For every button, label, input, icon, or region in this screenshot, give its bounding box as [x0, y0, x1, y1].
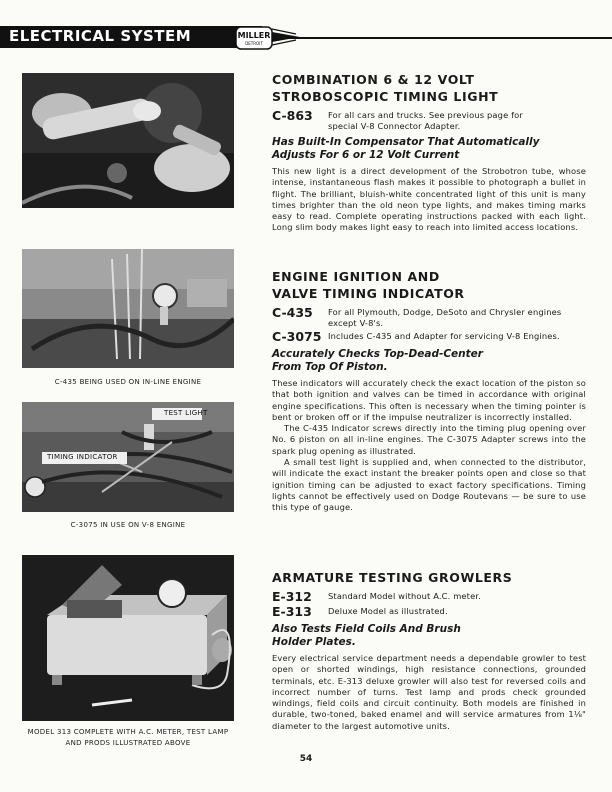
model-desc: For all cars and trucks. See previous page for special V-8 Connector Adapter.	[328, 110, 523, 131]
model-row	[272, 306, 586, 328]
model-row	[272, 605, 586, 618]
model-desc: For all Plymouth, Dodge, DeSoto and Chrysler engines except V-8's.	[328, 307, 562, 328]
photo-c435-inline-engine	[22, 249, 234, 368]
photo-e313-growler	[22, 555, 234, 721]
model-row	[272, 590, 586, 603]
model-row	[272, 330, 586, 343]
section-title: ARMATURE TESTING GROWLERS	[272, 570, 513, 585]
section-title-line1: ENGINE IGNITION AND	[272, 269, 440, 284]
model-row	[272, 109, 586, 131]
label-test-light: TEST LIGHT	[164, 409, 208, 417]
section-title-line2: VALVE TIMING INDICATOR	[272, 286, 465, 301]
photo-timing-light	[22, 73, 234, 208]
model-desc: Deluxe Model as illustrated.	[328, 606, 448, 616]
section-body: These indicators will accurately check the exact location of the piston so that both ignition and valves can be timed in accordance with original engine specifications. This often is necessary when the timing pointer is bent or broken off or if the impulse neutralizer is incorrectly installed.	[272, 378, 586, 422]
section-title-line1: COMBINATION 6 & 12 VOLT	[272, 72, 475, 87]
model-code: E-312	[272, 589, 312, 604]
section-body: Every electrical service department needs a dependable growler to test open or shorted windings, high resistance connections, grounded terminals, etc. E-313 deluxe growler will also test for reversed coils and incorrect number of turns. Test lamp and prods check grounded windings, field coils and circuit continuity. Both models are finished in durable, two-toned, baked enamel and will service armatures from 1⅛" diameter to the largest automotive units.	[272, 653, 586, 731]
section-growlers	[272, 569, 586, 732]
label-timing-indicator: TIMING INDICATOR	[47, 453, 118, 461]
header-rule	[262, 37, 612, 39]
section-subtitle: Has Built-In Compensator That Automatically Adjusts For 6 or 12 Volt Current	[272, 136, 540, 161]
section-subtitle: Accurately Checks Top-Dead-Center From Top Of Piston.	[272, 348, 483, 373]
photo-caption: C-435 BEING USED ON IN-LINE ENGINE	[54, 378, 202, 386]
section-timing-light	[272, 71, 586, 234]
section-title: ELECTRICAL SYSTEM	[9, 27, 192, 45]
model-code: C-863	[272, 108, 313, 123]
logo-subtext: DETROIT	[245, 41, 263, 46]
section-body: This new light is a direct development of the Strobotron tube, whose intense, instantaneous flash makes it possible to photograph a bullet in flight. The brilliant, bluish-white concentrated light of this unit is many times brighter than the old neon type lights, and makes timing marks easy to read. Complete operating instructions packed with each light. Long slim body makes light easy to reach into limited access locations.	[272, 166, 586, 233]
photo-c3075-v8-engine	[22, 402, 234, 512]
model-code: E-313	[272, 604, 312, 619]
miller-logo-icon	[206, 23, 302, 53]
section-body: The C-435 Indicator screws directly into the timing plug opening over No. 6 piston on all in-line engines. The C-3075 Adapter screws into the spark plug opening as illustrated.	[272, 423, 586, 456]
model-desc: Standard Model without A.C. meter.	[328, 591, 481, 601]
section-title-line2: STROBOSCOPIC TIMING LIGHT	[272, 89, 499, 104]
model-code: C-435	[272, 305, 313, 320]
photo-caption: MODEL 313 COMPLETE WITH A.C. METER, TEST LAMP AND PRODS ILLUSTRATED ABOVE	[27, 728, 229, 747]
photo-caption: C-3075 IN USE ON V-8 ENGINE	[70, 521, 186, 529]
section-ignition-indicator	[272, 268, 586, 514]
logo-text: MILLER	[237, 31, 271, 40]
section-header	[0, 23, 612, 49]
model-desc: Includes C-435 and Adapter for servicing V-8 Engines.	[328, 331, 560, 341]
section-body: A small test light is supplied and, when connected to the distributor, will indicate the exact instant the breaker points open and close so that ignition timing can be adjusted to exact factory specifications. Timing lights cannot be effectively used on Dodge Routevans — be sure to use this type of gauge.	[272, 457, 586, 513]
page-number: 54	[299, 754, 313, 764]
model-code: C-3075	[272, 329, 322, 344]
section-subtitle: Also Tests Field Coils And Brush Holder Plates.	[272, 623, 461, 648]
